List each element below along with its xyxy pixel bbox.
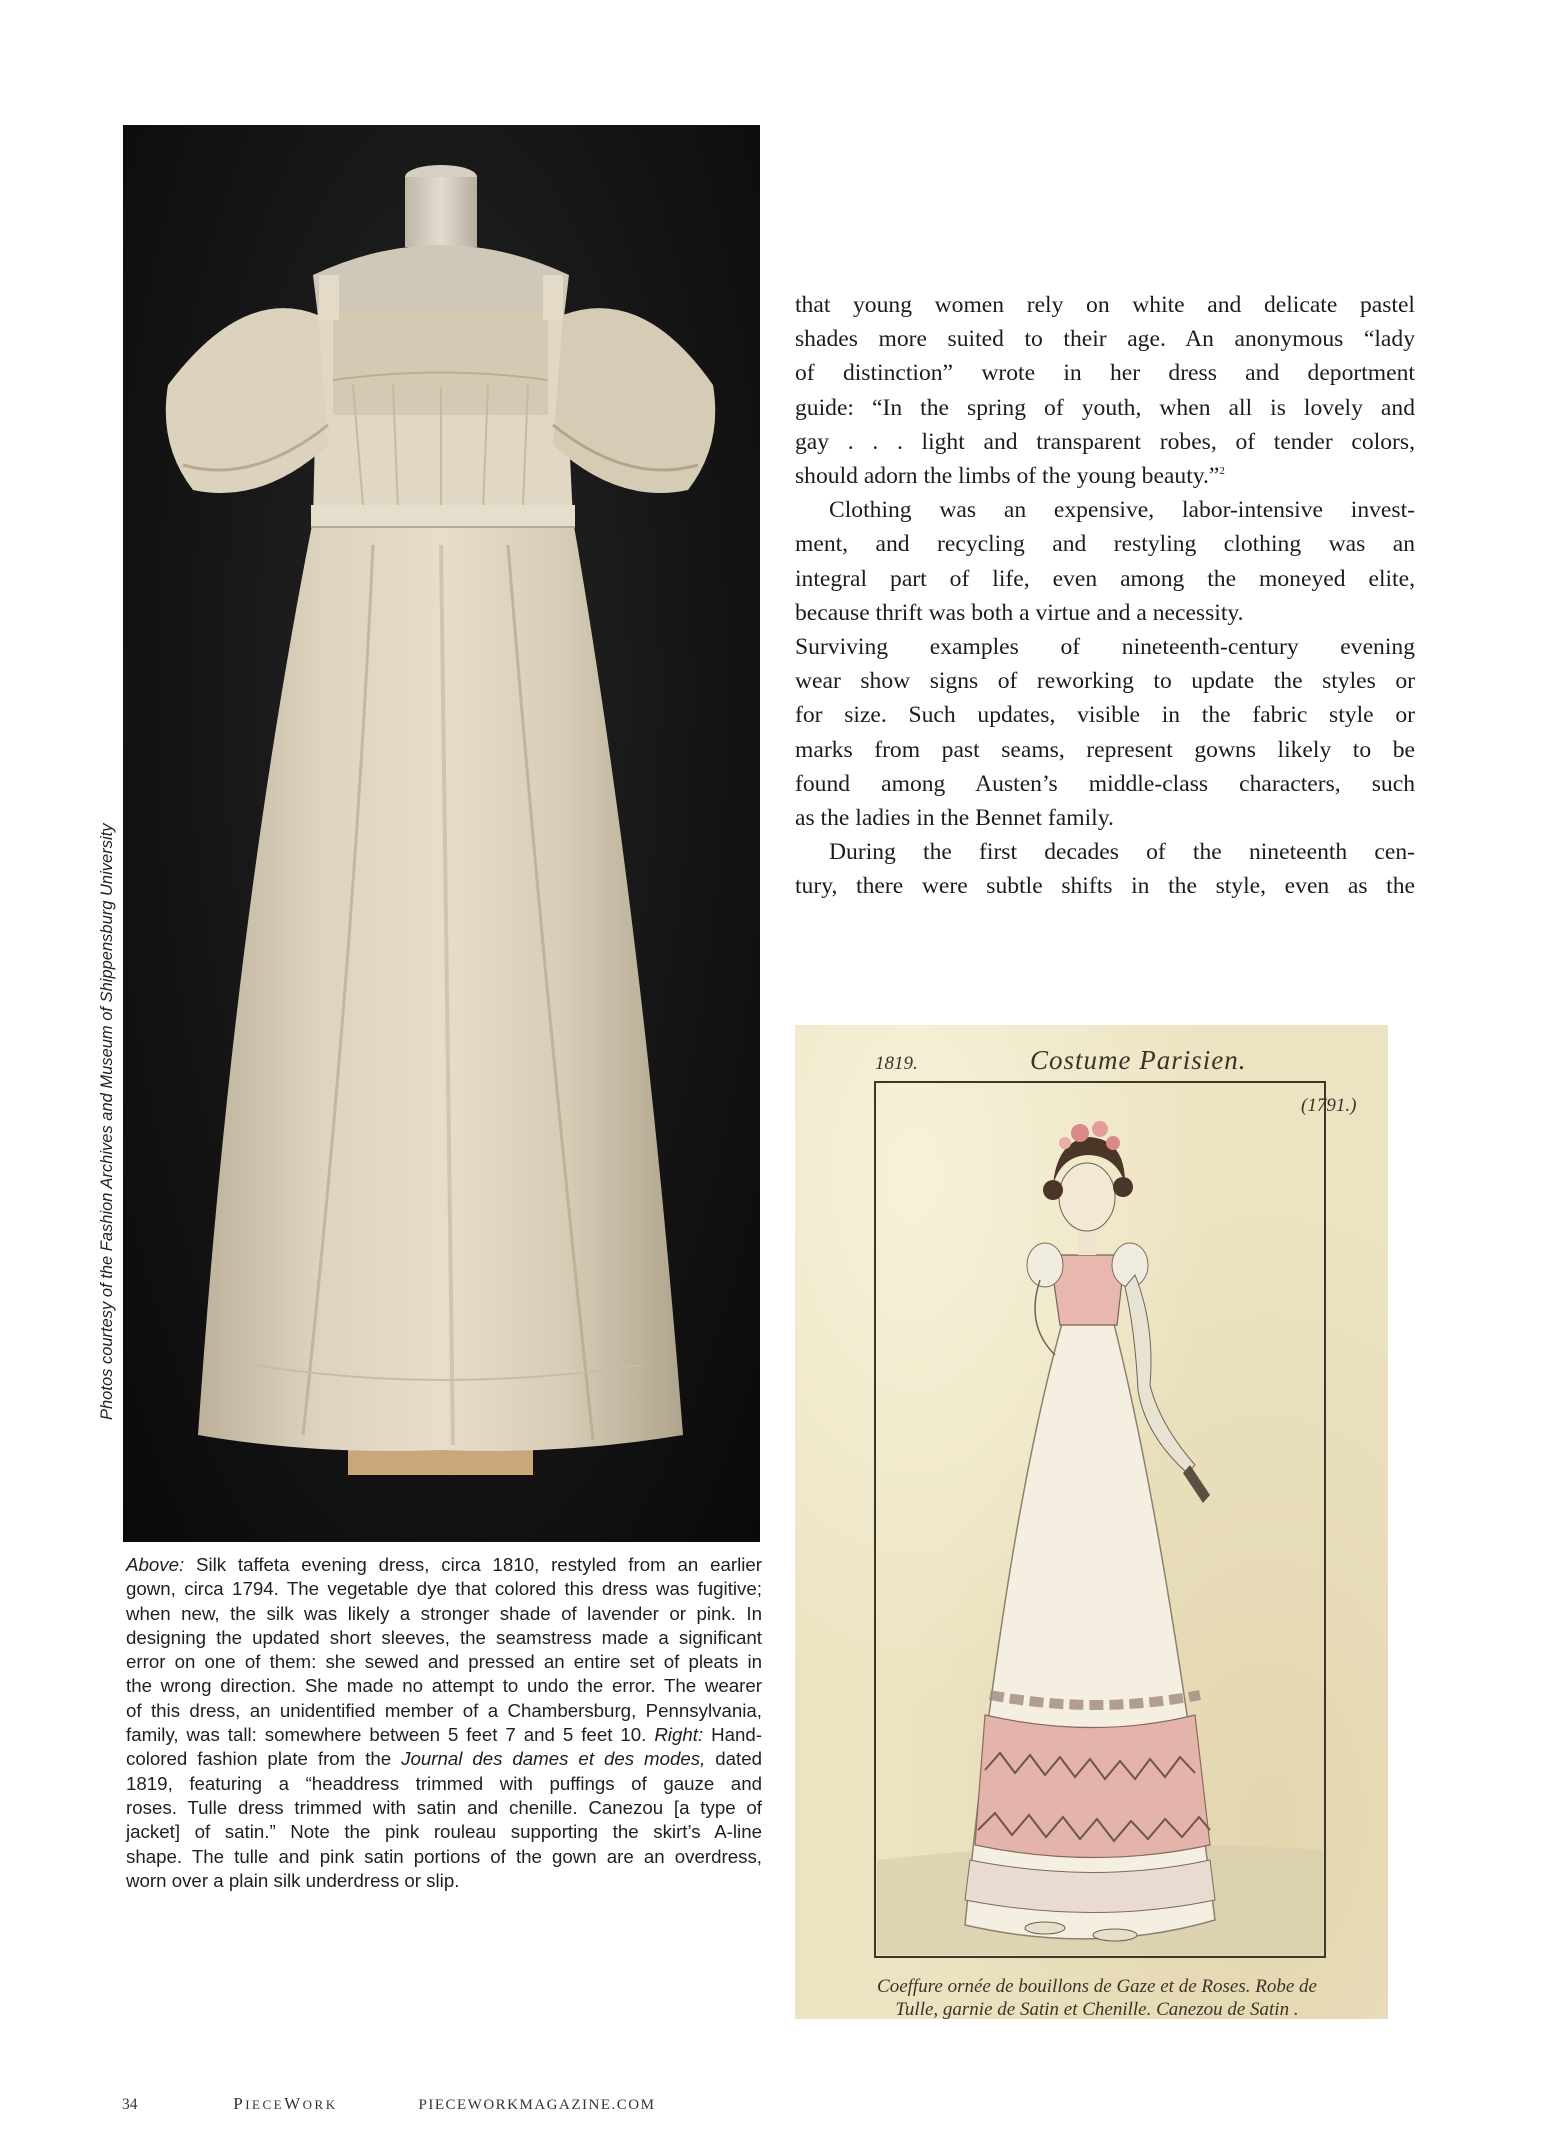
body-line: gay . . . light and transparent robes, of tender colors, [795, 428, 1415, 455]
body-line: integral part of life, even among the moneyed elite, [795, 565, 1415, 592]
body-line: During the first decades of the nineteenth cen- [829, 839, 1415, 866]
page-number: 34 [122, 2096, 138, 2113]
brand-letters: IECE [245, 2097, 285, 2112]
dress-photo [123, 125, 760, 1542]
caption-line: gown, circa 1794. The vegetable dye that colored this dress was fugitive; [126, 1578, 762, 1600]
body-line: as the ladies in the Bennet family. [795, 805, 1114, 832]
body-line-with-footnote [795, 459, 1415, 493]
body-line: ment, and recycling and restyling clothing was an [795, 531, 1415, 558]
fashion-plate-image [795, 1025, 1388, 2019]
plate-caption-line: Coeffure ornée de bouillons de Gaze et de Roses. Robe de [877, 1976, 1317, 1997]
caption-line [126, 1723, 762, 1747]
body-line: because thrift was both a virtue and a necessity. [795, 599, 1244, 626]
brand-letters: ORK [302, 2097, 338, 2112]
journal-title: Journal des dames et des modes, [401, 1748, 706, 1770]
dress-illustration [123, 125, 760, 1542]
caption-line: jacket] of satin.” Note the pink rouleau supporting the skirt’s A-line [126, 1821, 762, 1843]
brand-letter: P [233, 2094, 246, 2113]
plate-number: (1791.) [1301, 1095, 1357, 1116]
body-line: for size. Such updates, visible in the fabric style or [795, 702, 1415, 729]
caption-line: shape. The tulle and pink satin portions of the gown are an overdress, [126, 1845, 762, 1867]
fashion-plate-illustration [795, 1025, 1388, 2019]
body-line: Clothing was an expensive, labor-intensive invest- [829, 497, 1415, 524]
body-line: should adorn the limbs of the young beauty.” [795, 463, 1220, 490]
caption-line: 1819, featuring a “headdress trimmed with puffings of gauze and [126, 1772, 762, 1794]
photo-caption [126, 1553, 762, 1893]
body-line: found among Austen’s middle-class characters, such [795, 770, 1415, 797]
body-line: of distinction” wrote in her dress and deportment [795, 360, 1415, 387]
body-line: marks from past seams, represent gowns likely to be [795, 736, 1415, 763]
caption-line: error on one of them: she sewed and pressed an entire set of pleats in [126, 1651, 762, 1673]
body-line: wear show signs of reworking to update the styles or [795, 668, 1415, 695]
caption-line: roses. Tulle dress trimmed with satin and chenille. Canezou [a type of [126, 1796, 762, 1818]
caption-line [126, 1553, 762, 1577]
caption-line [126, 1747, 762, 1771]
body-line: guide: “In the spring of youth, when all is lovely and [795, 394, 1415, 421]
plate-year: 1819. [875, 1053, 918, 1074]
caption-text: Silk taffeta evening dress, circa 1810, restyled from an earlier [184, 1554, 762, 1575]
plate-title: Costume Parisien. [1030, 1045, 1247, 1075]
website-url[interactable]: PIECEWORKMAGAZINE.COM [418, 2097, 656, 2113]
body-line: that young women rely on white and delicate pastel [795, 292, 1415, 318]
caption-text: family, was tall: somewhere between 5 feet 7 and 5 feet 10. [126, 1724, 655, 1746]
page-footer [122, 2094, 655, 2114]
magazine-name [233, 2094, 413, 2114]
photo-credit: Photos courtesy of the Fashion Archives and Museum of Shippensburg University [98, 823, 116, 1420]
caption-label-above: Above: [126, 1554, 185, 1575]
caption-line: designing the updated short sleeves, the seamstress made a significant [126, 1626, 762, 1648]
caption-line: of this dress, an unidentified member of a Chambersburg, Pennsylvania, [126, 1699, 762, 1721]
caption-line: worn over a plain silk underdress or slip. [126, 1869, 460, 1891]
brand-letter: W [284, 2094, 303, 2113]
caption-line: the wrong direction. She made no attempt to undo the error. The wearer [126, 1675, 762, 1697]
body-line: shades more suited to their age. An anonymous “lady [795, 326, 1415, 353]
footnote-marker: 2 [1219, 465, 1225, 478]
plate-caption-line: Tulle, garnie de Satin et Chenille. Canezou de Satin . [895, 1999, 1299, 2019]
plate-caption [847, 1975, 1347, 2019]
caption-text: Hand- [703, 1724, 762, 1746]
caption-line: when new, the silk was likely a stronger shade of lavender or pink. In [126, 1602, 762, 1624]
body-line: Surviving examples of nineteenth-century evening [795, 634, 1415, 661]
caption-text: dated [705, 1748, 762, 1770]
caption-text: colored fashion plate from the [126, 1748, 402, 1770]
article-body [795, 288, 1415, 904]
body-line: tury, there were subtle shifts in the style, even as the [795, 873, 1415, 900]
caption-label-right: Right: [654, 1724, 704, 1746]
